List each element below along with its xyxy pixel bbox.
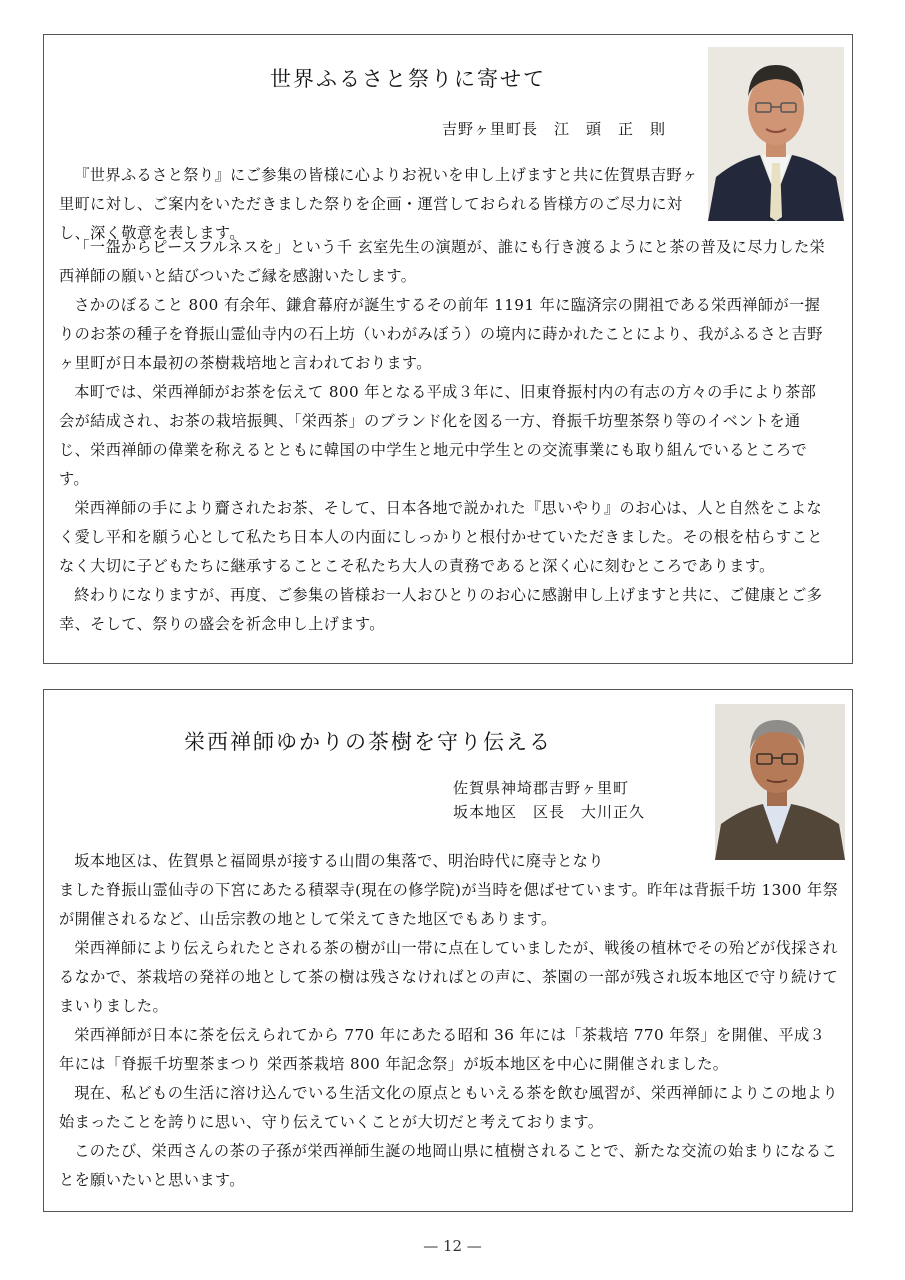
- article-2-box: [43, 689, 853, 1212]
- paragraph: 『世界ふるさと祭り』にご参集の皆様に心よりお祝いを申し上げますと共に佐賀県吉野ヶ里町に対し、ご案内をいただきました祭りを企画・運営しておられる皆様方のご尽力に対し、深く敬意を表します。: [59, 166, 698, 242]
- paragraph: さかのぼること 800 有余年、鎌倉幕府が誕生するその前年 1191 年に臨済宗の開祖である栄西禅師が一握りのお茶の種子を脊振山霊仙寺内の石上坊（いわがみぼう）の境内に蒔かれたことにより、我がふるさと吉野ヶ里町が日本最初の茶樹栽培地と言われております。: [59, 296, 823, 372]
- author-name: 坂本地区 区長 大川正久: [453, 803, 646, 821]
- article-1-box: [43, 34, 853, 664]
- paragraph: 終わりになりますが、再度、ご参集の皆様お一人おひとりのお心に感謝申し上げますと共に、ご健康とご多幸、そして、祭りの盛会を祈念申し上げます。: [59, 586, 823, 633]
- article-1-title: 世界ふるさと祭りに寄せて: [270, 67, 546, 91]
- paragraph: 坂本地区は、佐賀県と福岡県が接する山間の集落で、明治時代に廃寺となり: [74, 852, 604, 870]
- paragraph: このたび、栄西さんの茶の子孫が栄西禅師生誕の地岡山県に植樹されることで、新たな交流の始まりになることを願いたいと思います。: [59, 1142, 838, 1189]
- paragraph-continuation: ました脊振山霊仙寺の下宮にあたる積翠寺(現在の修学院)が当時を偲ばせています。昨年は背振千坊 1300 年祭が開催されるなど、山岳宗教の地として栄えてきた地区でもあります。: [59, 881, 839, 928]
- mayor-portrait-photo: [708, 47, 844, 221]
- article-2-intro: [59, 847, 704, 876]
- paragraph: 現在、私どもの生活に溶け込んでいる生活文化の原点ともいえる茶を飲む風習が、栄西禅師によりこの地より始まったことを誇りに思い、守り伝えていくことが大切だと考えております。: [59, 1084, 838, 1131]
- article-2-author: [453, 776, 645, 824]
- page-number: — 12 —: [423, 1237, 482, 1255]
- article-2-title: 栄西禅師ゆかりの茶樹を守り伝える: [184, 730, 552, 754]
- paragraph: 「一盌からピースフルネスを」という千 玄室先生の演題が、誰にも行き渡るようにと茶の普及に尽力した栄西禅師の願いと結びついたご縁を感謝いたします。: [59, 238, 826, 285]
- author-affiliation: 佐賀県神埼郡吉野ヶ里町: [453, 779, 630, 797]
- paragraph: 栄西禅師が日本に茶を伝えられてから 770 年にあたる昭和 36 年には「茶栽培 770 年祭」を開催、平成３年には「脊振千坊聖茶まつり 栄西茶栽培 800 年記念祭」が坂本地区を中心に開催されました。: [59, 1026, 826, 1073]
- article-2-body: [59, 876, 839, 1195]
- article-1-author: 吉野ヶ里町長 江 頭 正 則: [442, 120, 667, 138]
- article-1-body: [59, 233, 829, 639]
- paragraph: 本町では、栄西禅師がお茶を伝えて 800 年となる平成３年に、旧東脊振村内の有志の方々の手により茶部会が結成され、お茶の栽培振興、「栄西茶」のブランド化を図る一方、脊振千坊聖茶祭り等のイベントを通じ、栄西禅師の偉業を称えるとともに韓国の中学生と地元中学生との交流事業にも取り組んでいるところです。: [59, 383, 817, 488]
- paragraph: 栄西禅師の手により齎されたお茶、そして、日本各地で説かれた『思いやり』のお心は、人と自然をこよなく愛し平和を願う心として私たち日本人の内面にしっかりと根付かせていただきました。その根を枯らすことなく大切に子どもたちに継承することこそ私たち大人の責務であると深く心に刻むところであります。: [59, 499, 823, 575]
- district-head-portrait-photo: [715, 704, 845, 860]
- paragraph: 栄西禅師により伝えられたとされる茶の樹が山一帯に点在していましたが、戦後の植林でその殆どが伐採されるなかで、茶栽培の発祥の地として茶の樹は残さなければとの声に、茶園の一部が残され坂本地区で守り続けてまいりました。: [59, 939, 839, 1015]
